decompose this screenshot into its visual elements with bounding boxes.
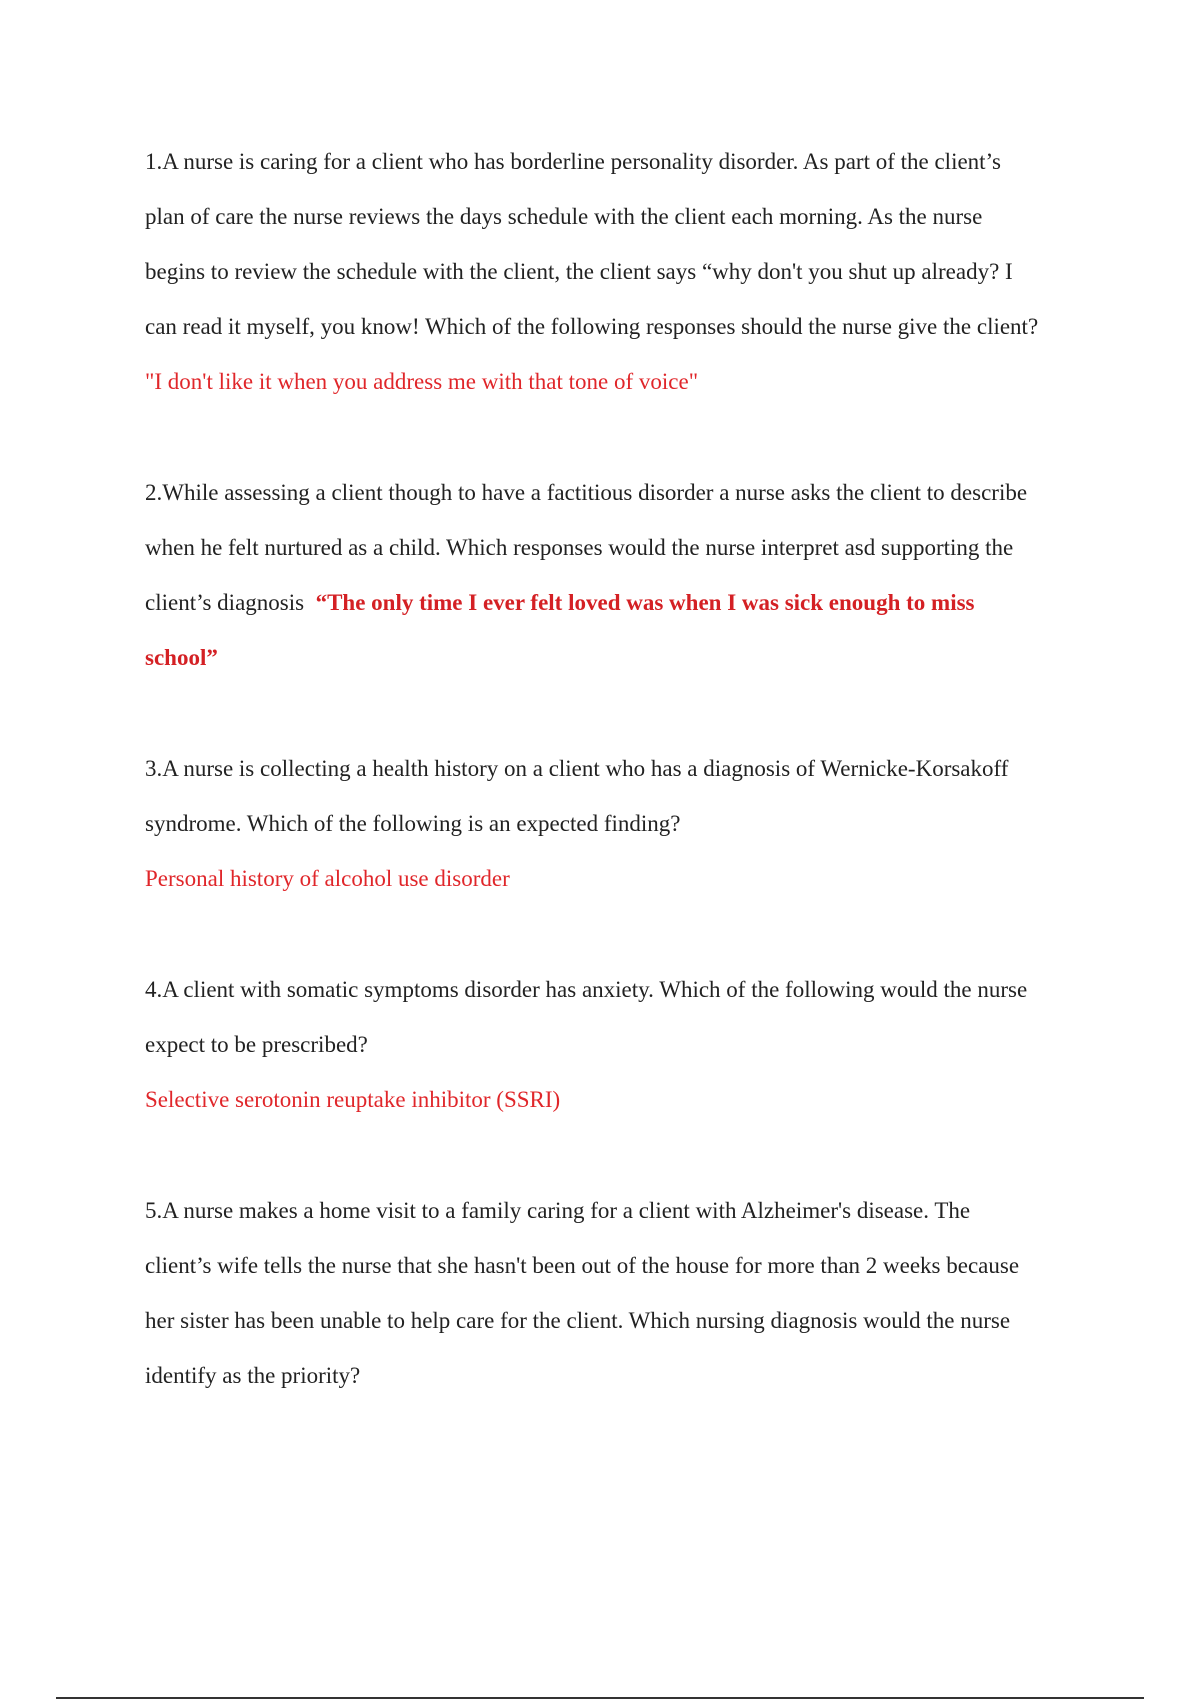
question-5-line-2: client’s wife tells the nurse that she hasn't been out of the house for more than 2 weeks because	[145, 1253, 1020, 1278]
question-3-line-2: syndrome. Which of the following is an expected finding?	[145, 811, 681, 836]
question-4-line-1: 4.A client with somatic symptoms disorder has anxiety. Which of the following would the nurse	[145, 977, 1028, 1002]
question-block-2	[145, 465, 1105, 685]
question-4-line-2: expect to be prescribed?	[145, 1032, 368, 1057]
question-block-5	[145, 1183, 1105, 1403]
question-block-1	[145, 134, 1105, 409]
question-1-line-1: 1.A nurse is caring for a client who has borderline personality disorder. As part of the client’s	[145, 149, 1001, 174]
question-block-3	[145, 741, 1105, 906]
question-5-line-1: 5.A nurse makes a home visit to a family caring for a client with Alzheimer's disease. The	[145, 1198, 971, 1223]
question-3-line-1: 3.A nurse is collecting a health history on a client who has a diagnosis of Wernicke-Korsakoff	[145, 756, 1009, 781]
question-2-line-2: when he felt nurtured as a child. Which responses would the nurse interpret asd supporting the	[145, 535, 1014, 560]
question-block-4	[145, 962, 1105, 1127]
question-1-line-4: can read it myself, you know! Which of the following responses should the nurse give the client?	[145, 314, 1039, 339]
document-body	[145, 134, 1105, 1459]
answer-1: "I don't like it when you address me with that tone of voice"	[145, 369, 699, 394]
question-2-line-1: 2.While assessing a client though to have a factitious disorder a nurse asks the client to describe	[145, 480, 1028, 505]
question-1-line-2: plan of care the nurse reviews the days schedule with the client each morning. As the nurse	[145, 204, 983, 229]
answer-3: Personal history of alcohol use disorder	[145, 866, 510, 891]
answer-2-part-1: “The only time I ever felt loved was when I was sick enough to miss	[315, 590, 975, 615]
question-5-line-4: identify as the priority?	[145, 1363, 361, 1388]
question-1-line-3: begins to review the schedule with the client, the client says “why don't you shut up already? I	[145, 259, 1013, 284]
answer-4: Selective serotonin reuptake inhibitor (SSRI)	[145, 1087, 561, 1112]
question-2-inline-prefix: client’s diagnosis	[145, 590, 305, 615]
answer-2-part-2: school”	[145, 645, 218, 670]
question-5-line-3: her sister has been unable to help care for the client. Which nursing diagnosis would the nurse	[145, 1308, 1011, 1333]
footer-divider	[56, 1697, 1144, 1699]
question-2-line-3	[145, 575, 1105, 630]
